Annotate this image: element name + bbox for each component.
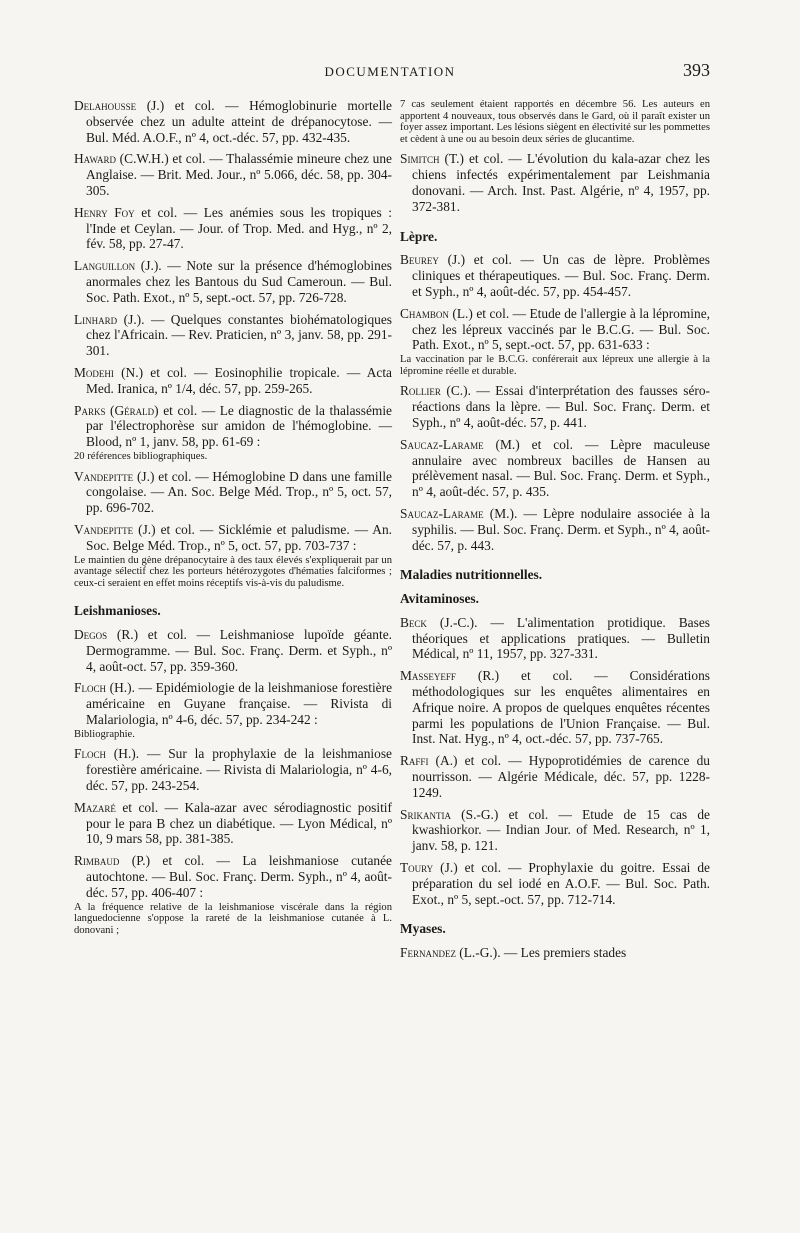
entry-author: Beurey (J.) bbox=[400, 252, 466, 268]
entry-author: Floch (H.) bbox=[74, 746, 136, 762]
entry-citation bbox=[400, 668, 710, 747]
entry-note: 20 références bibliographiques. bbox=[74, 450, 208, 462]
bibliography-entry bbox=[400, 506, 710, 553]
entry-author: Chambon (L.) bbox=[400, 305, 473, 321]
bibliography-entry bbox=[74, 800, 392, 847]
bibliography-entry bbox=[400, 860, 710, 907]
entry-text: et col. — Les anémies sous les tropiques : l'Inde et Ceylan. — Jour. of Trop. Med. and Hyg., nº 2, fév. 58, pp. 27-47. bbox=[86, 204, 392, 252]
section-heading-maladies-nutritionnelles: Maladies nutritionnelles. bbox=[400, 567, 543, 583]
entry-author: Degos (R.) bbox=[74, 627, 139, 643]
entry-group-avitaminoses bbox=[400, 615, 710, 908]
bibliography-entry bbox=[400, 151, 710, 214]
page-header bbox=[70, 60, 710, 84]
entry-author: Simitch (T.) bbox=[400, 151, 464, 167]
entry-citation bbox=[74, 312, 392, 359]
entry-citation bbox=[74, 205, 392, 252]
bibliography-entry bbox=[400, 668, 710, 747]
entry-author: Saucaz-Larame (M.) bbox=[400, 436, 520, 452]
entry-text: et col. — Sicklémie et paludisme. — An. Soc. Belge Méd. Trop., nº 5, oct. 57, pp. 703-737 : bbox=[86, 521, 392, 553]
entry-text: et col. — Hémoglobine D dans une famille congolaise. — An. Soc. Belge Méd. Trop., nº 5, oct. 57, pp. 696-702. bbox=[86, 468, 392, 516]
entry-text: . — Epidémiologie de la leishmaniose forestière américaine en Guyane française. — Rivista di Malariologia, nº 4-6, déc. 57, pp. 234-242 : bbox=[86, 680, 393, 728]
entry-citation bbox=[400, 807, 710, 854]
entry-citation bbox=[400, 151, 710, 214]
entry-citation bbox=[400, 437, 710, 500]
entry-citation bbox=[74, 680, 392, 727]
entry-note: Bibliographie. bbox=[74, 728, 135, 740]
entry-text: et col. — Lèpre maculeuse annulaire avec nombreux bacilles de Hansen au prélèvement nasal. — Bul. Soc. Franç. Derm. et Syph., nº 4, août-déc. 57, p. 435. bbox=[412, 436, 710, 500]
entry-author: Delahousse (J.) bbox=[74, 98, 165, 113]
entry-author: Parks (Gérald) bbox=[74, 402, 159, 418]
bibliography-entry bbox=[74, 403, 392, 463]
entry-note: Le maintien du gène drépanocytaire à des taux élevés s'expliquerait par un avantage sélectif chez les porteurs hétérozygotes d'hématies falciformes ; ceux-ci seraient en effet moins réceptifs vis-à-vis du paludisme. bbox=[74, 554, 392, 589]
entry-author: Floch (H.) bbox=[74, 680, 132, 696]
bibliography-entry bbox=[400, 807, 710, 854]
entry-citation bbox=[74, 746, 392, 793]
bibliography-entry bbox=[74, 522, 392, 589]
entry-author: Rollier (C.) bbox=[400, 383, 468, 399]
entry-author: Saucaz-Larame (M.) bbox=[400, 505, 514, 521]
entry-text: . — Essai d'interprétation des fausses séro-réactions dans la lèpre. — Bul. Soc. Franç. Derm. et Syph., nº 4, août-déc. 57, p. 441. bbox=[412, 383, 711, 430]
entry-text: et col. — L'évolution du kala-azar chez les chiens infectés expérimentalement par Leishmania donovani. — Arch. Inst. Past. Algérie, nº 4, 1957, pp. 372-381. bbox=[412, 151, 710, 214]
entry-author: Srikantia (S.-G.) bbox=[400, 806, 499, 822]
entry-text: et col. — Hémoglobinurie mortelle observée chez un adulte atteint de drépanocytose. — Bul. Méd. A.O.F., nº 4, oct.-déc. 57, pp. 432-435. bbox=[86, 98, 392, 145]
section-heading-leishmanioses: Leishmanioses. bbox=[74, 603, 161, 619]
bibliography-entry bbox=[74, 627, 392, 674]
bibliography-entry bbox=[400, 437, 710, 500]
entry-citation bbox=[400, 615, 710, 662]
entry-author: Beck (J.-C.) bbox=[400, 614, 475, 630]
bibliography-entry bbox=[74, 680, 392, 740]
bibliography-entry bbox=[400, 615, 710, 662]
bibliography-entry bbox=[400, 945, 710, 961]
entry-text: et col. — Thalassémie mineure chez une Anglaise. — Brit. Med. Jour., nº 5.066, déc. 58, pp. 304-305. bbox=[86, 151, 392, 198]
bibliography-entry bbox=[74, 469, 392, 516]
entry-group-hematology bbox=[74, 98, 392, 589]
entry-citation bbox=[400, 252, 710, 299]
entry-author: Toury (J.) bbox=[400, 860, 458, 876]
bibliography-entry bbox=[74, 205, 392, 252]
entry-author: Henry Foy bbox=[74, 204, 135, 220]
entry-group-leishmanioses bbox=[74, 627, 392, 936]
right-column bbox=[400, 98, 710, 967]
entry-author: Vandepitte (J.) bbox=[74, 468, 155, 484]
bibliography-entry bbox=[74, 98, 392, 145]
entry-text: . — Quelques constantes biohématologiques chez l'Africain. — Rev. Praticien, nº 3, janv. 58, pp. 291-301. bbox=[86, 311, 392, 359]
entry-author: Vandepitte (J.) bbox=[74, 521, 156, 537]
section-heading-avitaminoses: Avitaminoses. bbox=[400, 591, 479, 607]
entry-citation bbox=[74, 403, 392, 450]
entry-text: et col. — Considérations méthodologiques sur les enquêtes alimentaires en Afrique noire. A propos de quelques enquêtes récentes parmi les populations de l'Union Française. — Bul. Inst. Nat. Hyg., nº 4, oct.-déc. 57, pp. 737-765. bbox=[412, 668, 710, 747]
entry-author: Haward (C.W.H.) bbox=[74, 151, 169, 167]
entry-author: Raffi (A.) bbox=[400, 753, 458, 769]
entry-text: et col. — Leishmaniose lupoïde géante. Dermogramme. — Bul. Soc. Franç. Derm. et Syph., nº 4, août-oct. 57, pp. 359-360. bbox=[86, 627, 392, 674]
bibliography-entry bbox=[74, 312, 392, 359]
entry-text: et col. — Etude de l'allergie à la lépromine, chez les lépreux vaccinés par le B.C.G. — Bul. Soc. Path. Exot., nº 5, sept.-oct. 57, pp. 631-633 : bbox=[412, 305, 710, 353]
entry-author: Rimbaud (P.) bbox=[74, 853, 151, 869]
entry-group-leishmanioses-cont bbox=[400, 151, 710, 214]
bibliography-entry bbox=[74, 853, 392, 936]
entry-author: Masseyeff (R.) bbox=[400, 668, 500, 684]
entry-citation bbox=[74, 522, 392, 554]
page-number: 393 bbox=[683, 60, 710, 80]
entry-citation bbox=[400, 383, 710, 430]
entry-citation bbox=[400, 753, 710, 800]
entry-citation bbox=[400, 945, 710, 961]
entry-citation bbox=[400, 860, 710, 907]
entry-text: . — Lèpre nodulaire associée à la syphilis. — Bul. Soc. Franç. Derm. et Syph., nº 4, août-déc. 57, p. 443. bbox=[412, 505, 710, 553]
entry-citation bbox=[74, 627, 392, 674]
entry-text: et col. — Eosinophilie tropicale. — Acta Med. Iranica, nº 1/4, déc. 57, pp. 259-265. bbox=[86, 364, 392, 396]
entry-text: et col. — Kala-azar avec sérodiagnostic positif pour le para B chez un diabétique. — Lyon Médical, nº 10, 9 mars 58, pp. 381-385. bbox=[86, 799, 392, 847]
entry-text: et col. — Hypoprotidémies de carence du nourrisson. — Algérie Médicale, déc. 57, pp. 1228-1249. bbox=[412, 753, 710, 800]
entry-citation bbox=[74, 258, 392, 305]
entry-text: et col. — Prophylaxie du goitre. Essai de préparation du sel iodé en A.O.F. — Bul. Soc. Path. Exot., nº 5, sept.-oct. 57, pp. 712-714. bbox=[412, 860, 710, 907]
entry-note: La vaccination par le B.C.G. conférerait aux lépreux une allergie à la lépromine réelle et durable. bbox=[400, 354, 710, 377]
entry-group-myases bbox=[400, 945, 710, 961]
bibliography-entry bbox=[74, 365, 392, 397]
entry-text: . — L'alimentation protidique. Bases théoriques et applications pratiques. — Bulletin Médical, nº 11, 1957, pp. 327-331. bbox=[412, 614, 710, 662]
entry-text: . — Note sur la présence d'hémoglobines anormales chez les Bantous du Sud Cameroun. — Bul. Soc. Path. Exot., nº 5, sept.-oct. 57, pp. 726-728. bbox=[86, 258, 393, 305]
bibliography-entry bbox=[400, 753, 710, 800]
entry-citation bbox=[74, 469, 392, 516]
entry-author: Languillon (J.) bbox=[74, 258, 159, 274]
bibliography-entry bbox=[400, 252, 710, 299]
entry-author: Mazaré bbox=[74, 799, 116, 815]
entry-citation bbox=[400, 306, 710, 353]
entry-text: et col. — La leishmaniose cutanée autochtone. — Bul. Soc. Franç. Derm. Syph., nº 4, août-déc. 57, pp. 406-407 : bbox=[86, 853, 392, 900]
entry-text: . — Les premiers stades bbox=[497, 945, 627, 961]
entry-citation bbox=[74, 151, 392, 198]
entry-citation bbox=[74, 98, 392, 145]
running-title: DOCUMENTATION bbox=[324, 64, 456, 79]
bibliography-entry bbox=[74, 151, 392, 198]
bibliography-entry bbox=[400, 383, 710, 430]
entry-citation bbox=[400, 506, 710, 553]
entry-group-lepre bbox=[400, 252, 710, 553]
left-column bbox=[74, 98, 392, 942]
entry-citation bbox=[74, 853, 392, 900]
entry-text: et col. — Etude de 15 cas de kwashiorkor. — Indian Jour. of Med. Research, nº 1, janv. 58, p. 121. bbox=[412, 806, 711, 854]
entry-author: Fernandez (L.-G.) bbox=[400, 945, 498, 961]
entry-citation bbox=[74, 800, 392, 847]
continued-note bbox=[400, 99, 710, 145]
entry-text: . — Sur la prophylaxie de la leishmaniose forestière américaine. — Rivista di Malariologia, nº 4-6, déc. 57, pp. 243-254. bbox=[86, 746, 392, 794]
entry-text: et col. — Le diagnostic de la thalassémie par l'électrophorèse sur amidon de l'hémoglobine. — Blood, nº 1, janv. 58, pp. 61-69 : bbox=[86, 402, 392, 450]
entry-text: et col. — Un cas de lèpre. Problèmes cliniques et thérapeutiques. — Bul. Soc. Franç. Derm. et Syph., nº 4, août-déc. 57, pp. 454-457. bbox=[412, 252, 710, 299]
bibliography-entry bbox=[74, 746, 392, 793]
entry-note: 7 cas seulement étaient rapportés en décembre 56. Les auteurs en apportent 4 nouveaux, tous observés dans le Gard, où il paraît exister un foyer assez important. Les lésions siègent en électivité sur les pommettes et cèdent à une ou au besoin deux séries de glucantime. bbox=[400, 99, 710, 145]
entry-note: A la fréquence relative de la leishmaniose viscérale dans la région languedocienne s'oppose la rareté de la leishmaniose cutanée à L. donovani ; bbox=[74, 901, 392, 936]
entry-citation bbox=[74, 365, 392, 397]
section-heading-lepre: Lèpre. bbox=[400, 228, 438, 244]
bibliography-entry bbox=[400, 306, 710, 378]
bibliography-entry bbox=[74, 258, 392, 305]
entry-author: Modehi (N.) bbox=[74, 364, 144, 380]
entry-author: Linhard (J.) bbox=[74, 311, 142, 327]
section-heading-myases: Myases. bbox=[400, 921, 446, 937]
